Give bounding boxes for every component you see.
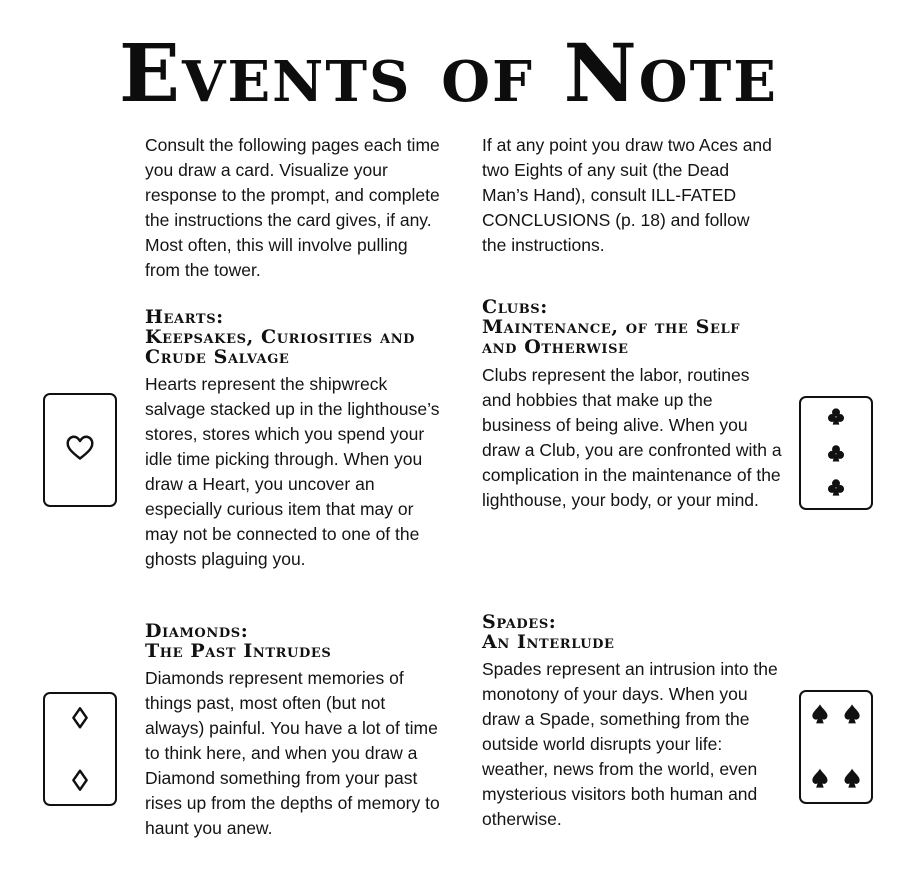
intro-right — [482, 133, 772, 258]
hearts-section — [145, 307, 445, 572]
diamonds-body: Diamonds represent memories of things past, most often (but not always) painful. You have a lot of time to think here, and when you draw a Diamond something from your past rises up from the depths of memory to haunt you anew. — [145, 668, 440, 838]
hearts-suit-label: Hearts: — [145, 306, 224, 328]
intro-right-text: If at any point you draw two Aces and two Eights of any suit (the Dead Man’s Hand), consult ILL-FATED CONCLUSIONS (p. 18) and follow the instructions. — [482, 135, 772, 255]
spades-body: Spades represent an intrusion into the monotony of your days. When you draw a Spade, something from the outside world disrupts your life: weather, news from the world, even mysterious visitors both human and otherwise. — [482, 659, 778, 829]
clubs-suit-label: Clubs: — [482, 296, 548, 318]
club-icon — [828, 408, 844, 495]
intro-left-text: Consult the following pages each time you draw a card. Visualize your response to the prompt, and complete the instructions the card gives, if any. Most often, this will involve pulling from the tower. — [145, 135, 440, 280]
club-card — [799, 396, 873, 510]
clubs-body: Clubs represent the labor, routines and hobbies that make up the business of being alive. When you draw a Club, you are confronted with a complication in the maintenance of the lighthouse, your body, or your mind. — [482, 365, 782, 510]
spades-suit-label: Spades: — [482, 611, 557, 633]
hearts-body: Hearts represent the shipwreck salvage stacked up in the lighthouse’s stores, stores which you spend your idle time picking through. When you draw a Heart, you uncover an especially curious item that may or may not be connected to one of the ghosts plaguing you. — [145, 374, 440, 569]
diamonds-subtitle: The Past Intrudes — [145, 640, 332, 662]
spade-icon — [812, 704, 859, 787]
heart-card — [43, 393, 117, 507]
diamond-card — [43, 692, 117, 806]
spade-card — [799, 690, 873, 804]
clubs-section — [482, 297, 782, 513]
diamonds-suit-label: Diamonds: — [145, 620, 249, 642]
hearts-heading — [145, 307, 445, 367]
intro-left — [145, 133, 445, 283]
spades-heading — [482, 612, 782, 652]
diamond-icon — [73, 708, 86, 789]
heart-icon — [45, 395, 115, 505]
hearts-subtitle: Keepsakes, Curiosities and Crude Salvage — [145, 326, 416, 368]
diamonds-heading — [145, 621, 445, 661]
clubs-subtitle: Maintenance, of the Self and Otherwise — [482, 316, 741, 358]
page-title: Events of Note — [119, 26, 778, 120]
spades-section — [482, 612, 782, 832]
diamonds-section — [145, 621, 445, 841]
spades-subtitle: An Interlude — [482, 631, 615, 653]
clubs-heading — [482, 297, 782, 357]
